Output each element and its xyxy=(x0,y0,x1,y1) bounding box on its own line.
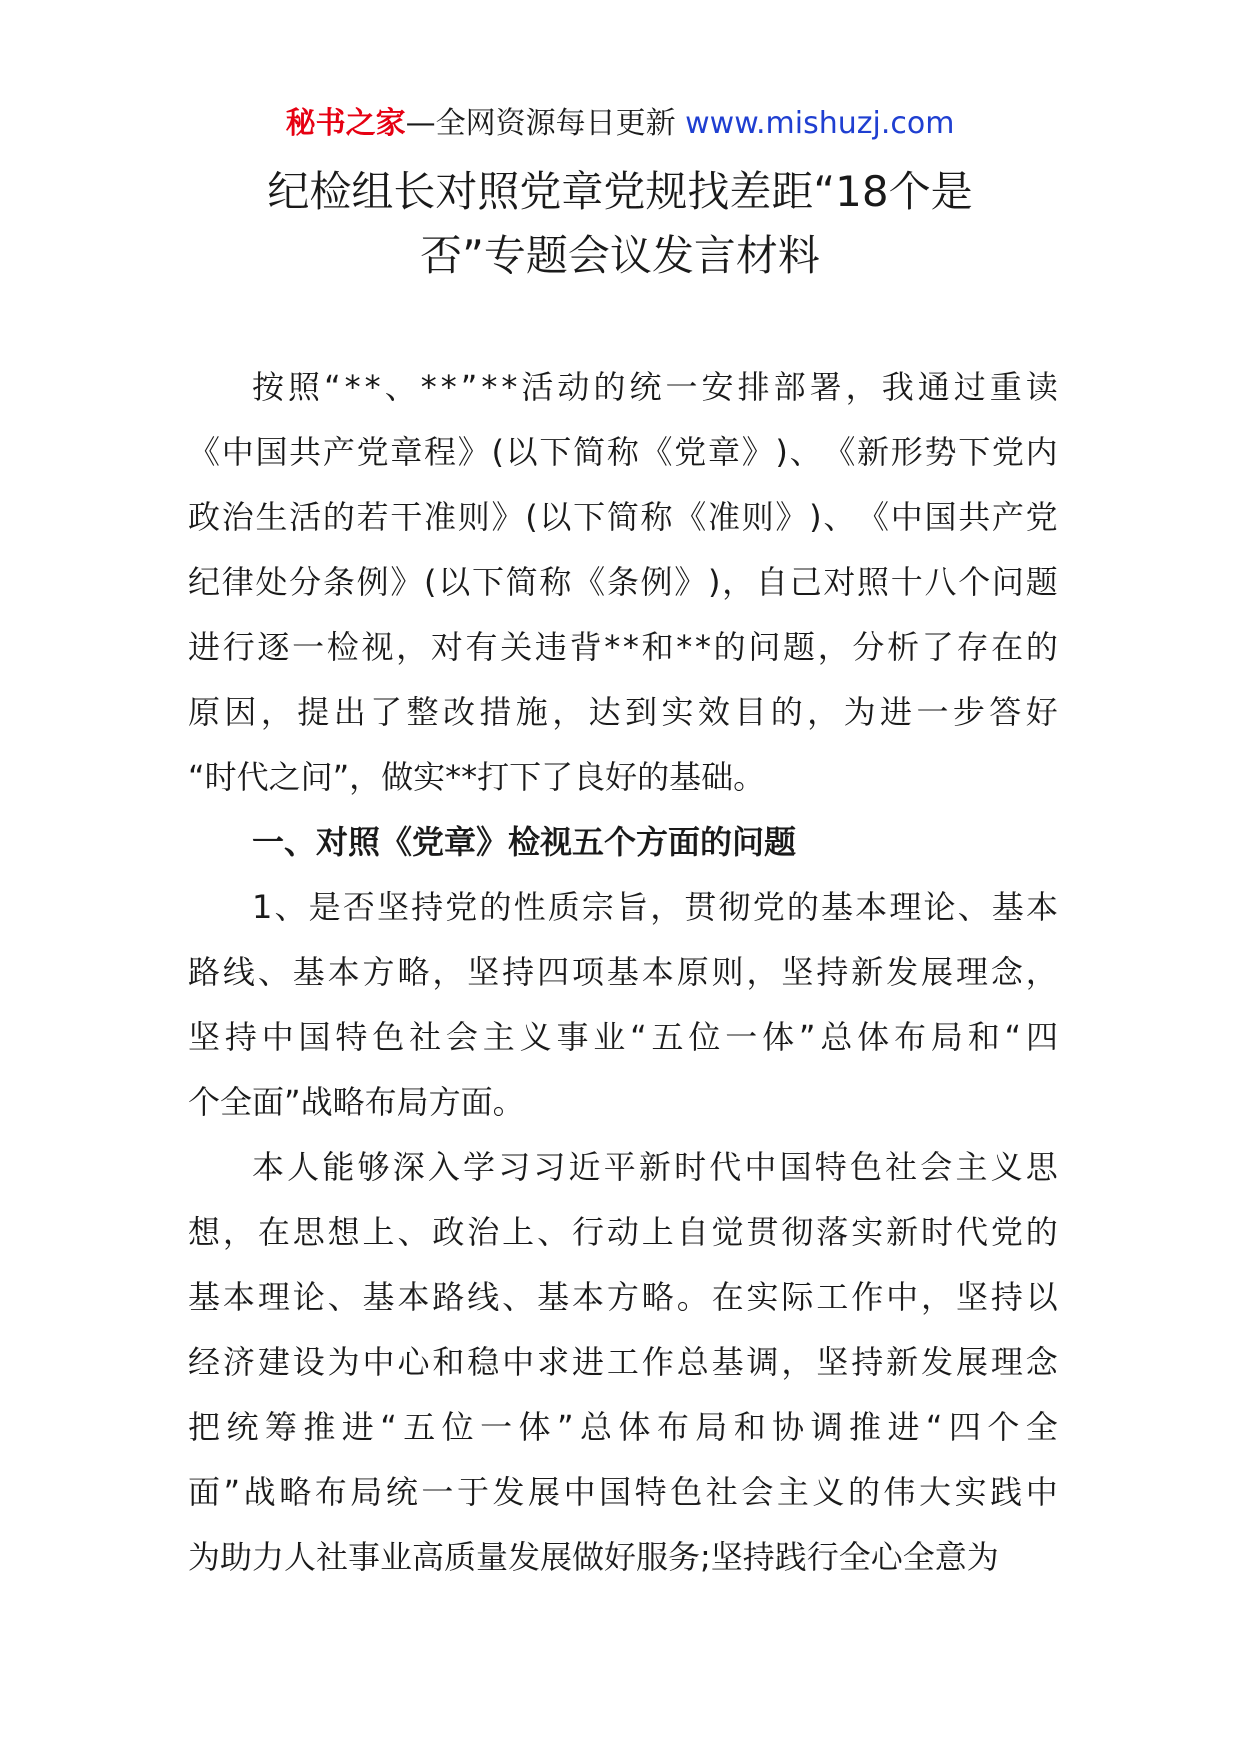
text-line: 《 中 国 共 产 党 章 程 》 ( 以 下 简 称 《 党 章 》 ) 、 《 新 形 势 下 党 内 xyxy=(188,433,1058,471)
site-header xyxy=(0,102,1240,146)
text-line: 面 ” 战 略 布 局 统 一 于 发 展 中 国 特 色 社 会 主 义 的 伟 大 实 践 中 xyxy=(188,1473,1058,1511)
title-line-1: 纪检组长对照党章党规找差距“18个是 xyxy=(267,167,973,216)
text-line: 一、对照《党章》检视五个方面的问题 xyxy=(252,823,797,861)
brand-name: 秘书之家 xyxy=(285,106,406,141)
text-line: 政 治 生 活 的 若 干 准 则 》 ( 以 下 简 称 《 准 则 》 ) 、 《 中 国 共 产 党 xyxy=(188,498,1058,536)
text-line: 纪 律 处 分 条 例 》 ( 以 下 简 称 《 条 例 》 ) ， 自 己 对 照 十 八 个 问 题 xyxy=(188,563,1058,601)
header-tagline: —全网资源每日更新 xyxy=(405,106,676,141)
document-title xyxy=(180,160,1060,288)
text-line: 原 因 ， 提 出 了 整 改 措 施 ， 达 到 实 效 目 的 ， 为 进 一 步 答 好 xyxy=(188,693,1058,731)
text-line: 个全面”战略布局方面。 xyxy=(188,1083,525,1121)
site-url-link[interactable]: www.mishuzj.com xyxy=(685,106,955,141)
text-line: 经 济 建 设 为 中 心 和 稳 中 求 进 工 作 总 基 调 ， 坚 持 新 发 展 理 念 xyxy=(188,1343,1058,1381)
title-line-2: 否”专题会议发言材料 xyxy=(420,231,820,280)
section-heading xyxy=(188,810,1058,875)
text-line: 本 人 能 够 深 入 学 习 习 近 平 新 时 代 中 国 特 色 社 会 主 义 思 xyxy=(252,1148,1058,1186)
text-line: 路 线 、 基 本 方 略 ， 坚 持 四 项 基 本 原 则 ， 坚 持 新 发 展 理 念 ， xyxy=(188,953,1058,991)
text-line: 1 、 是 否 坚 持 党 的 性 质 宗 旨 ， 贯 彻 党 的 基 本 理 论 、 基 本 xyxy=(252,888,1058,926)
paragraph xyxy=(188,1135,1058,1590)
text-line: 想 ， 在 思 想 上 、 政 治 上 、 行 动 上 自 觉 贯 彻 落 实 新 时 代 党 的 xyxy=(188,1213,1058,1251)
text-line: 为助力人社事业高质量发展做好服务;坚持践行全心全意为 xyxy=(188,1538,999,1576)
text-line: 把 统 筹 推 进 “ 五 位 一 体 ” 总 体 布 局 和 协 调 推 进 “ 四 个 全 xyxy=(188,1408,1058,1446)
text-line: 进 行 逐 一 检 视 ， 对 有 关 违 背 * * 和 * * 的 问 题 ， 分 析 了 存 在 的 xyxy=(188,628,1058,666)
document-body xyxy=(188,355,1058,1590)
text-line: 按 照 “ * * 、 * * ” * * 活 动 的 统 一 安 排 部 署 ， 我 通 过 重 读 xyxy=(252,368,1058,406)
text-line: 坚 持 中 国 特 色 社 会 主 义 事 业 “ 五 位 一 体 ” 总 体 布 局 和 “ 四 xyxy=(188,1018,1058,1056)
paragraph xyxy=(188,355,1058,810)
text-line: 基 本 理 论 、 基 本 路 线 、 基 本 方 略 。 在 实 际 工 作 中 ， 坚 持 以 xyxy=(188,1278,1058,1316)
text-line: “时代之问”，做实**打下了良好的基础。 xyxy=(188,758,766,796)
paragraph xyxy=(188,875,1058,1135)
